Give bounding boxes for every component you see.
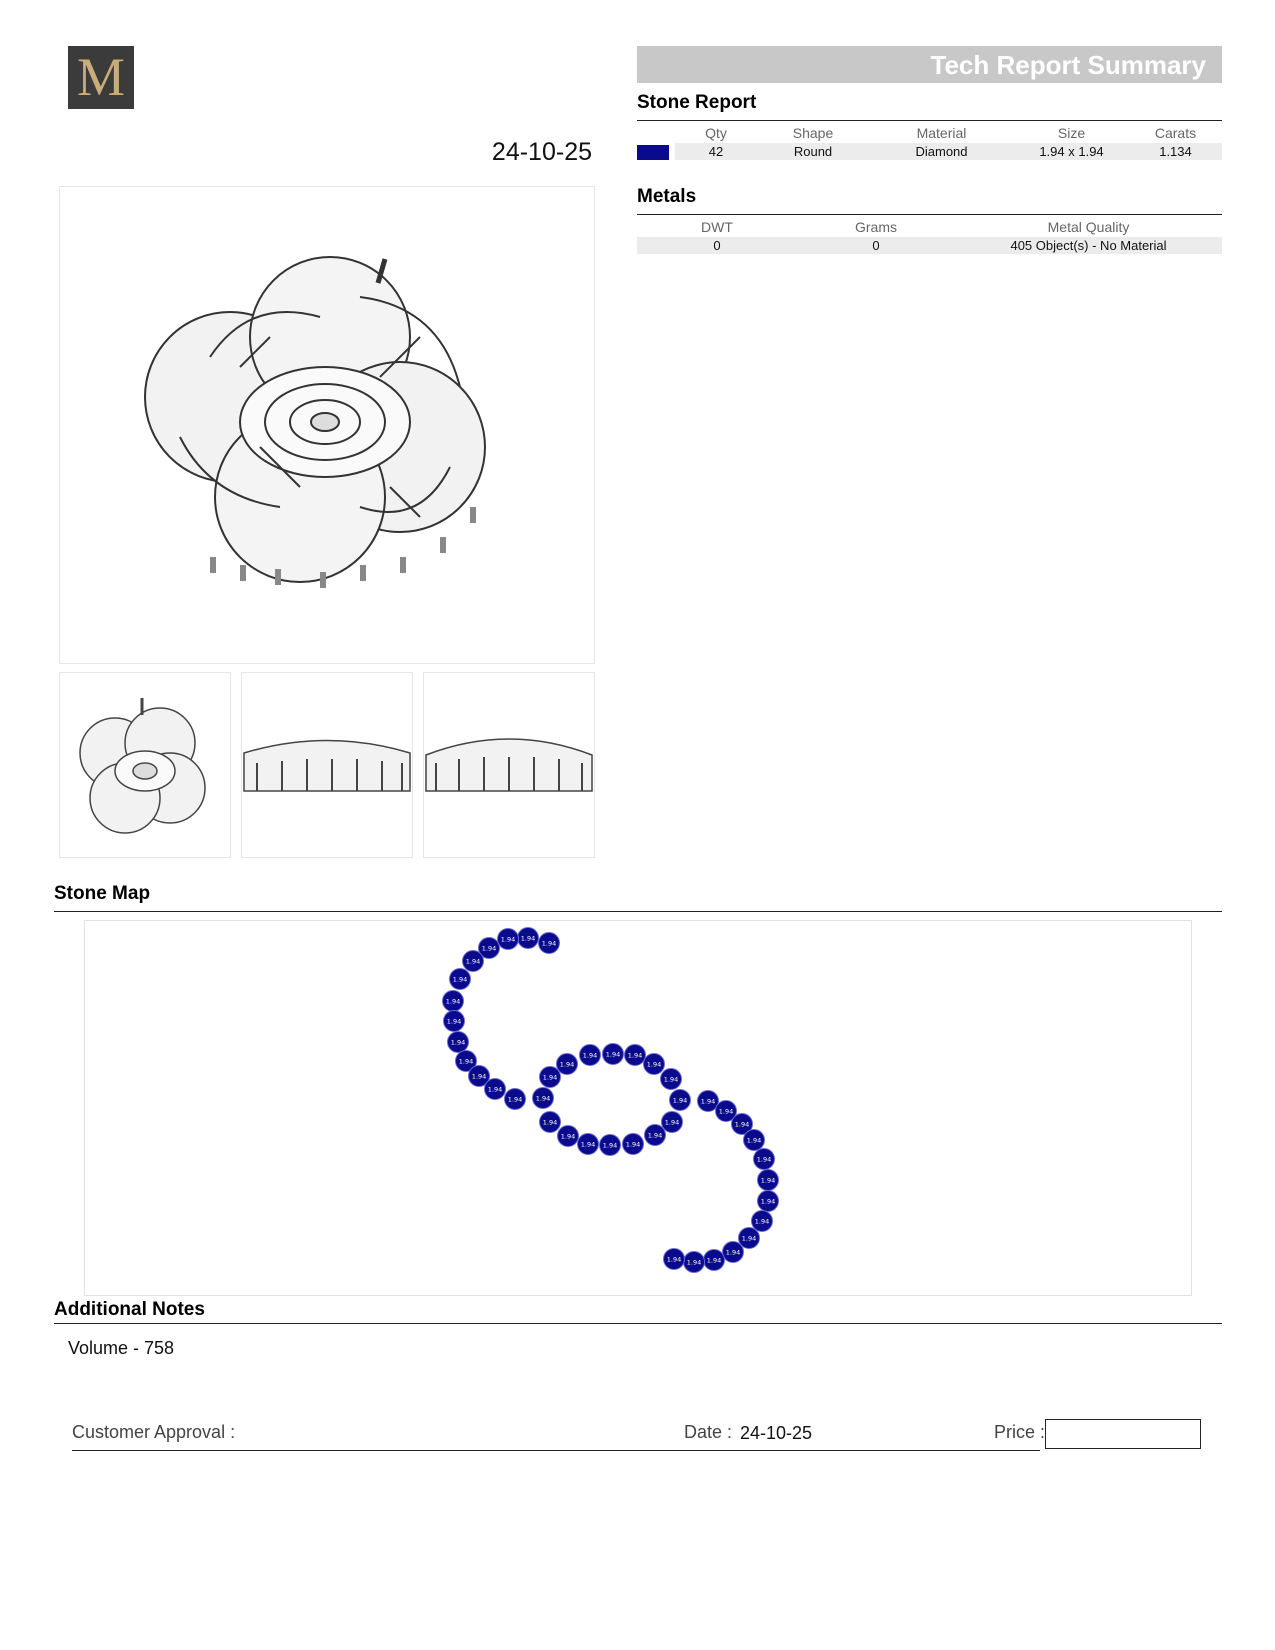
stone-marker xyxy=(505,1089,526,1110)
stone-size-label: 1.94 xyxy=(507,1095,523,1104)
metal-quality: 405 Object(s) - No Material xyxy=(955,237,1222,254)
stone-marker xyxy=(533,1088,554,1109)
pendant-side-icon xyxy=(242,673,412,857)
stone-marker xyxy=(758,1191,779,1212)
stone-marker xyxy=(644,1054,665,1075)
stone-size-label: 1.94 xyxy=(542,1118,558,1127)
stone-size-label: 1.94 xyxy=(664,1118,680,1127)
stone-size-label: 1.94 xyxy=(700,1097,716,1106)
stone-material: Diamond xyxy=(869,143,1014,160)
stone-marker xyxy=(540,1067,561,1088)
approval-date-label: Date : xyxy=(684,1422,733,1442)
stone-size-label: 1.94 xyxy=(646,1060,662,1069)
main-product-image xyxy=(59,186,595,664)
stone-marker xyxy=(744,1130,765,1151)
price-label: Price : xyxy=(994,1422,1046,1442)
stone-marker xyxy=(485,1079,506,1100)
stone-marker xyxy=(623,1134,644,1155)
thumbnail-top-view[interactable] xyxy=(59,672,231,858)
stone-size-label: 1.94 xyxy=(605,1050,621,1059)
stone-marker xyxy=(443,991,464,1012)
approval-signature-line[interactable] xyxy=(72,1450,1040,1451)
stone-marker xyxy=(498,929,519,950)
stone-size-label: 1.94 xyxy=(754,1217,770,1226)
color-column-header xyxy=(637,123,675,143)
stone-size-label: 1.94 xyxy=(672,1096,688,1105)
stone-size-label: 1.94 xyxy=(602,1141,618,1150)
stone-size-label: 1.94 xyxy=(452,975,468,984)
stone-size: 1.94 x 1.94 xyxy=(1014,143,1129,160)
approval-date-value: 24-10-25 xyxy=(740,1423,813,1443)
stone-size-label: 1.94 xyxy=(706,1256,722,1265)
stone-report-divider xyxy=(637,120,1222,121)
stone-map-diagram xyxy=(85,921,1191,1295)
stone-qty: 42 xyxy=(675,143,757,160)
stone-size-label: 1.94 xyxy=(446,1017,462,1026)
price-input[interactable] xyxy=(1045,1419,1201,1449)
stone-size-label: 1.94 xyxy=(663,1075,679,1084)
stone-marker xyxy=(664,1249,685,1270)
stone-size-label: 1.94 xyxy=(718,1107,734,1116)
pendant-front-icon xyxy=(424,673,594,857)
stone-map-title: Stone Map xyxy=(54,883,151,904)
stone-marker xyxy=(463,951,484,972)
stone-size-label: 1.94 xyxy=(450,1038,466,1047)
metals-divider xyxy=(637,214,1222,215)
shape-column-header: Shape xyxy=(792,125,834,141)
stone-marker xyxy=(540,1112,561,1133)
stone-marker xyxy=(758,1170,779,1191)
stone-size-label: 1.94 xyxy=(541,939,557,948)
pendant-render-icon xyxy=(60,187,594,663)
stone-marker xyxy=(448,1032,469,1053)
stone-size-label: 1.94 xyxy=(741,1234,757,1243)
stone-size-label: 1.94 xyxy=(625,1140,641,1149)
stone-size-label: 1.94 xyxy=(471,1072,487,1081)
stone-size-label: 1.94 xyxy=(760,1197,776,1206)
stone-marker xyxy=(752,1211,773,1232)
stone-size-label: 1.94 xyxy=(535,1094,551,1103)
stone-marker xyxy=(625,1045,646,1066)
stone-marker xyxy=(580,1045,601,1066)
stone-marker xyxy=(558,1126,579,1147)
stone-size-label: 1.94 xyxy=(627,1051,643,1060)
stone-marker xyxy=(557,1054,578,1075)
notes-text: Volume - 758 xyxy=(68,1338,175,1358)
customer-approval-label: Customer Approval : xyxy=(72,1422,236,1442)
stone-size-label: 1.94 xyxy=(559,1060,575,1069)
stone-size-label: 1.94 xyxy=(760,1176,776,1185)
quality-column-header: Metal Quality xyxy=(1047,219,1130,235)
metal-dwt: 0 xyxy=(637,237,797,254)
notes-title: Additional Notes xyxy=(54,1299,205,1320)
thumbnail-side-view[interactable] xyxy=(241,672,413,858)
stone-size-label: 1.94 xyxy=(465,957,481,966)
stone-size-label: 1.94 xyxy=(734,1120,750,1129)
document-date: 24-10-25 xyxy=(491,138,592,166)
stone-marker xyxy=(539,933,560,954)
stone-marker xyxy=(662,1112,683,1133)
material-column-header: Material xyxy=(916,125,967,141)
table-row xyxy=(637,143,1222,160)
stone-size-label: 1.94 xyxy=(746,1136,762,1145)
table-row xyxy=(637,237,1222,254)
stone-marker xyxy=(578,1134,599,1155)
dwt-column-header: DWT xyxy=(701,219,733,235)
stone-marker xyxy=(518,928,539,949)
logo-letter: M xyxy=(76,47,125,107)
stone-table-header xyxy=(637,123,1222,143)
report-title: Tech Report Summary xyxy=(930,50,1206,80)
stone-marker xyxy=(670,1090,691,1111)
stone-size-label: 1.94 xyxy=(756,1155,772,1164)
carats-column-header: Carats xyxy=(1154,125,1197,141)
stone-shape: Round xyxy=(757,143,869,160)
stone-marker xyxy=(600,1135,621,1156)
company-logo xyxy=(68,46,134,109)
stone-marker xyxy=(754,1149,775,1170)
stone-report-title: Stone Report xyxy=(637,92,757,113)
stone-size-label: 1.94 xyxy=(481,944,497,953)
stone-marker xyxy=(704,1250,725,1271)
stone-carats: 1.134 xyxy=(1129,143,1222,160)
thumbnail-front-view[interactable] xyxy=(423,672,595,858)
stone-size-label: 1.94 xyxy=(580,1140,596,1149)
stone-report-table xyxy=(637,123,1222,160)
stone-map-canvas xyxy=(84,920,1192,1296)
stone-size-label: 1.94 xyxy=(686,1258,702,1267)
qty-column-header: Qty xyxy=(705,125,727,141)
stone-marker xyxy=(444,1011,465,1032)
report-title-bar xyxy=(637,46,1222,83)
size-column-header: Size xyxy=(1057,125,1086,141)
stone-color-swatch-cell xyxy=(637,143,675,160)
stone-size-label: 1.94 xyxy=(487,1085,503,1094)
stone-size-label: 1.94 xyxy=(520,934,536,943)
stone-marker xyxy=(661,1069,682,1090)
stone-size-label: 1.94 xyxy=(458,1057,474,1066)
stone-marker xyxy=(450,969,471,990)
stone-color-swatch xyxy=(637,145,669,160)
stone-marker xyxy=(723,1242,744,1263)
stone-size-label: 1.94 xyxy=(647,1131,663,1140)
notes-divider xyxy=(54,1323,1222,1324)
stone-map-divider xyxy=(54,911,1222,912)
stone-size-label: 1.94 xyxy=(725,1248,741,1257)
grams-column-header: Grams xyxy=(855,219,897,235)
stone-size-label: 1.94 xyxy=(582,1051,598,1060)
stone-size-label: 1.94 xyxy=(542,1073,558,1082)
stone-size-label: 1.94 xyxy=(666,1255,682,1264)
stone-marker xyxy=(603,1044,624,1065)
metal-grams: 0 xyxy=(797,237,955,254)
stone-size-label: 1.94 xyxy=(500,935,516,944)
metals-table-header xyxy=(637,217,1222,237)
stone-marker xyxy=(645,1125,666,1146)
pendant-top-icon xyxy=(60,673,230,857)
metals-table xyxy=(637,217,1222,254)
stone-size-label: 1.94 xyxy=(445,997,461,1006)
stone-size-label: 1.94 xyxy=(560,1132,576,1141)
metals-title: Metals xyxy=(637,186,697,207)
stone-marker xyxy=(684,1252,705,1273)
